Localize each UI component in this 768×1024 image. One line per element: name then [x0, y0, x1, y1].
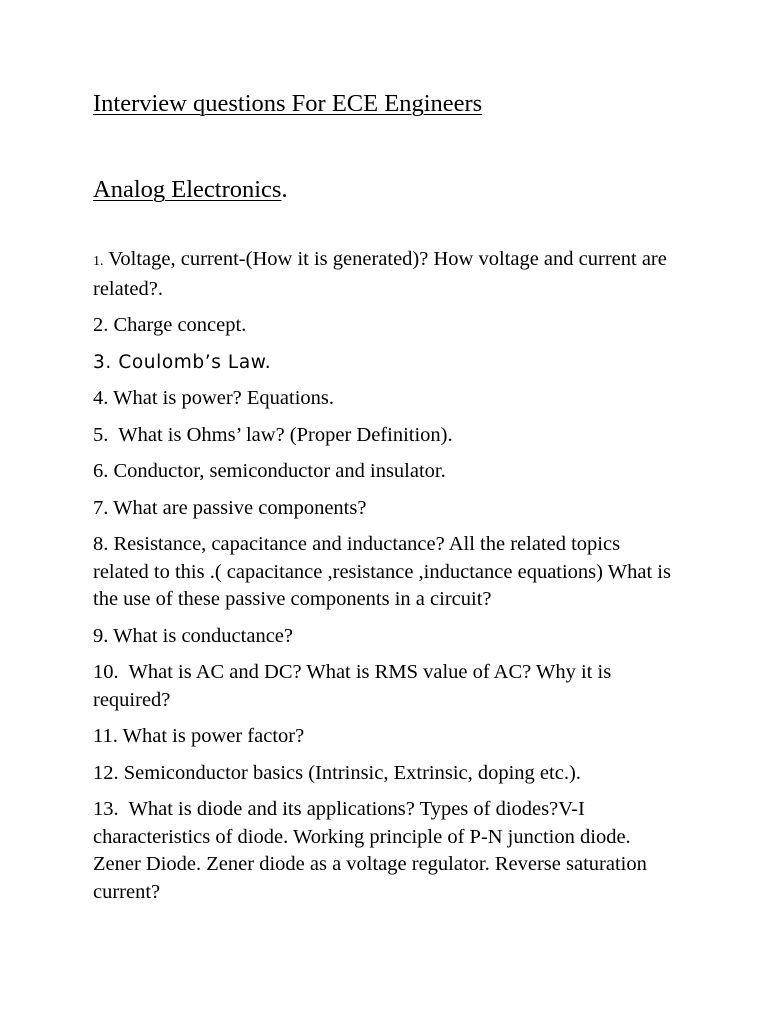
- question-number: 2.: [93, 314, 109, 336]
- question-text: Conductor, semiconductor and insulator.: [108, 460, 446, 482]
- question-text: Semiconductor basics (Intrinsic, Extrinsic, doping etc.).: [118, 761, 581, 784]
- section-heading-text: Analog Electronics: [93, 176, 282, 203]
- section-heading: [93, 174, 288, 206]
- question-number: 3.: [93, 351, 112, 373]
- question-number: 11.: [93, 725, 118, 747]
- question-number: 8.: [93, 533, 109, 555]
- question-item: [93, 495, 673, 523]
- question-number: 1.: [93, 254, 104, 269]
- question-item: [93, 623, 673, 651]
- question-text: What are passive components?: [108, 496, 367, 519]
- question-item: [93, 659, 673, 714]
- question-item: [93, 723, 673, 751]
- question-item: [93, 246, 673, 303]
- question-item: [93, 531, 673, 614]
- question-text: Voltage, current-(How it is generated)? How voltage and current are related?.: [93, 248, 667, 300]
- question-number: 10.: [93, 661, 119, 683]
- question-text: What is Ohms’ law? (Proper Definition).: [108, 423, 453, 446]
- section-heading-period: .: [281, 176, 288, 203]
- question-list: [93, 246, 673, 915]
- question-text: What is AC and DC? What is RMS value of AC? Why it is required?: [93, 661, 617, 711]
- question-item: [93, 349, 673, 377]
- document-title: Interview questions For ECE Engineers: [93, 90, 483, 117]
- question-text: Resistance, capacitance and inductance? All the related topics related to this .( capacitance ,resistance ,inductance equations) What is the use of these passive components in a circuit?: [93, 533, 671, 610]
- question-text: What is power? Equations.: [108, 387, 335, 409]
- question-number: 9.: [93, 624, 109, 647]
- question-text: Coulomb’s Law.: [111, 351, 272, 373]
- question-number: 12.: [93, 761, 119, 784]
- question-text: What is diode and its applications? Types of diodes?V-I characteristics of diode. Working principle of P-N junction diode. Zener Diode. Zener diode as a voltage regulator. Reverse saturation current?: [93, 798, 652, 903]
- question-number: 6.: [93, 460, 109, 482]
- question-item: [93, 760, 673, 788]
- question-number: 7.: [93, 496, 109, 519]
- question-number: 5.: [93, 423, 109, 446]
- question-item: [93, 422, 673, 450]
- question-number: 13.: [93, 798, 119, 820]
- question-text: What is power factor?: [117, 725, 305, 747]
- question-number: 4.: [93, 387, 109, 409]
- question-item: [93, 312, 673, 340]
- question-item: [93, 458, 673, 486]
- question-item: [93, 796, 673, 906]
- question-text: What is conductance?: [108, 624, 293, 647]
- question-item: [93, 385, 673, 413]
- question-text: Charge concept.: [108, 314, 247, 336]
